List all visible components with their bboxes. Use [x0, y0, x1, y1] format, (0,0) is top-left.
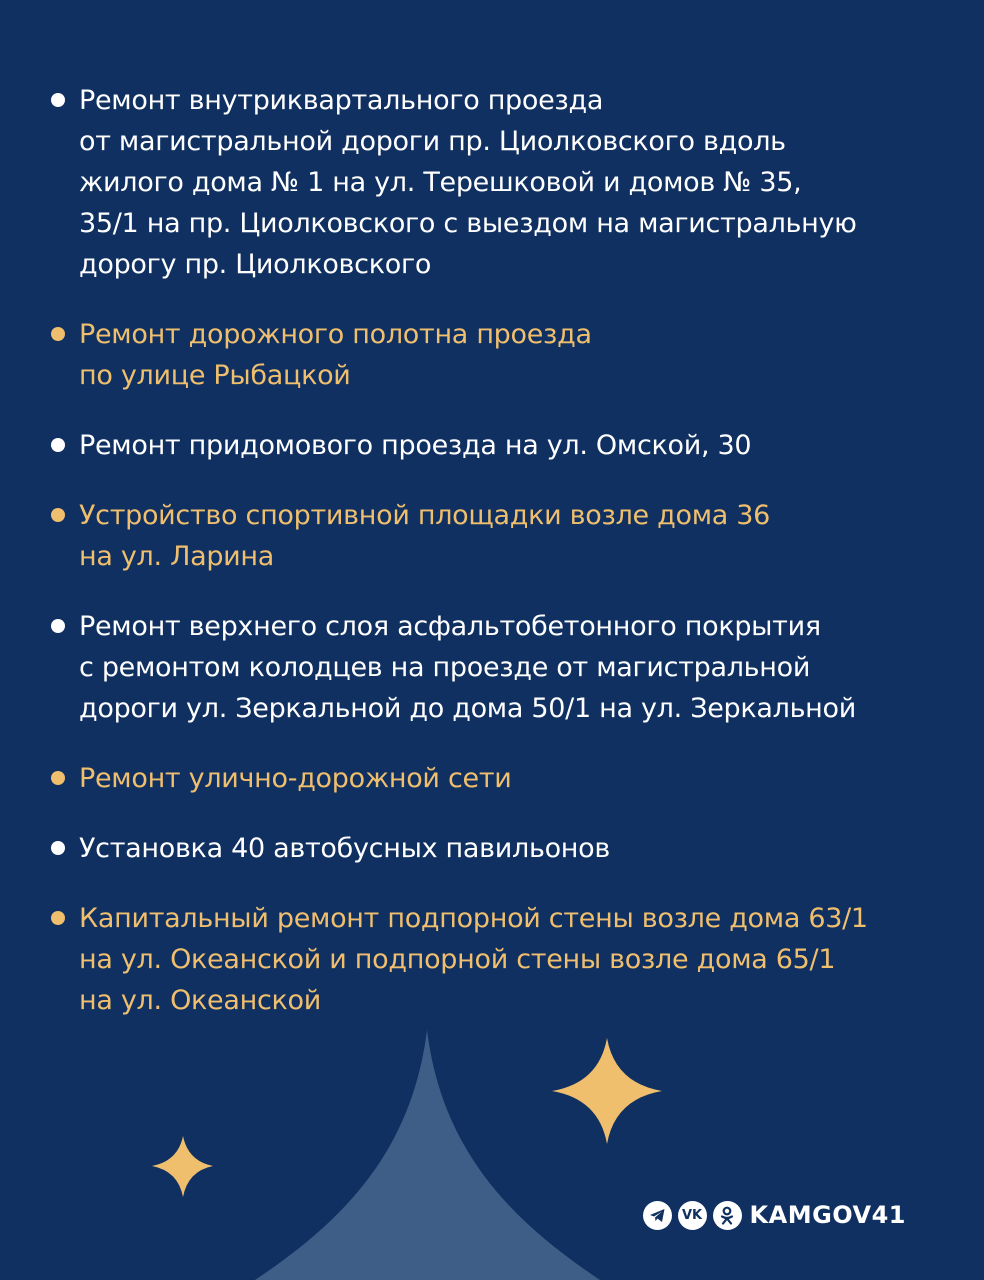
large-star-icon: [552, 1038, 662, 1144]
item-line: по улице Рыбацкой: [79, 360, 351, 391]
brand-label[interactable]: KAMGOV41: [749, 1201, 906, 1229]
item-line: Ремонт придомового проезда на ул. Омской, 30: [79, 430, 752, 461]
bullet-icon: [51, 619, 65, 633]
bullet-icon: [51, 327, 65, 341]
telegram-plane-icon: [649, 1208, 666, 1223]
item-line: Установка 40 автобусных павильонов: [79, 833, 610, 864]
item-line: от магистральной дороги пр. Циолковского вдоль: [79, 126, 786, 157]
bullet-icon: [51, 771, 65, 785]
list-item: [0, 758, 984, 799]
item-line: на ул. Океанской: [79, 985, 321, 1016]
bullet-icon: [51, 93, 65, 107]
item-line: 35/1 на пр. Циолковского с выездом на магистральную: [79, 208, 857, 239]
item-line: Капитальный ремонт подпорной стены возле дома 63/1: [79, 903, 868, 934]
item-line: на ул. Океанской и подпорной стены возле дома 65/1: [79, 944, 836, 975]
list-item: [0, 80, 984, 285]
works-list: [0, 80, 984, 1050]
vk-label: VK: [681, 1207, 703, 1223]
bullet-icon: [51, 841, 65, 855]
item-line: дорогу пр. Циолковского: [79, 249, 432, 280]
item-line: Устройство спортивной площадки возле дома 36: [79, 500, 771, 531]
item-line: на ул. Ларина: [79, 541, 275, 572]
odnoklassniki-glyph-icon: [720, 1206, 734, 1225]
item-line: Ремонт внутриквартального проезда: [79, 85, 604, 116]
telegram-icon[interactable]: [643, 1201, 672, 1230]
item-line: Ремонт дорожного полотна проезда: [79, 319, 592, 350]
item-line: жилого дома № 1 на ул. Терешковой и домов № 35,: [79, 167, 802, 198]
list-item: [0, 425, 984, 466]
social-footer: [643, 1199, 906, 1231]
list-item: [0, 314, 984, 396]
bullet-icon: [51, 508, 65, 522]
small-star-icon: [152, 1136, 213, 1197]
bullet-icon: [51, 911, 65, 925]
list-item: [0, 898, 984, 1021]
vk-icon[interactable]: [678, 1201, 707, 1230]
hill-shape: [255, 1030, 600, 1280]
item-line: с ремонтом колодцев на проезде от магистральной: [79, 652, 811, 683]
odnoklassniki-icon[interactable]: [713, 1201, 742, 1230]
item-line: дороги ул. Зеркальной до дома 50/1 на ул. Зеркальной: [79, 693, 856, 724]
list-item: [0, 495, 984, 577]
bullet-icon: [51, 438, 65, 452]
item-line: Ремонт верхнего слоя асфальтобетонного покрытия: [79, 611, 821, 642]
list-item: [0, 828, 984, 869]
item-line: Ремонт улично-дорожной сети: [79, 763, 512, 794]
list-item: [0, 606, 984, 729]
